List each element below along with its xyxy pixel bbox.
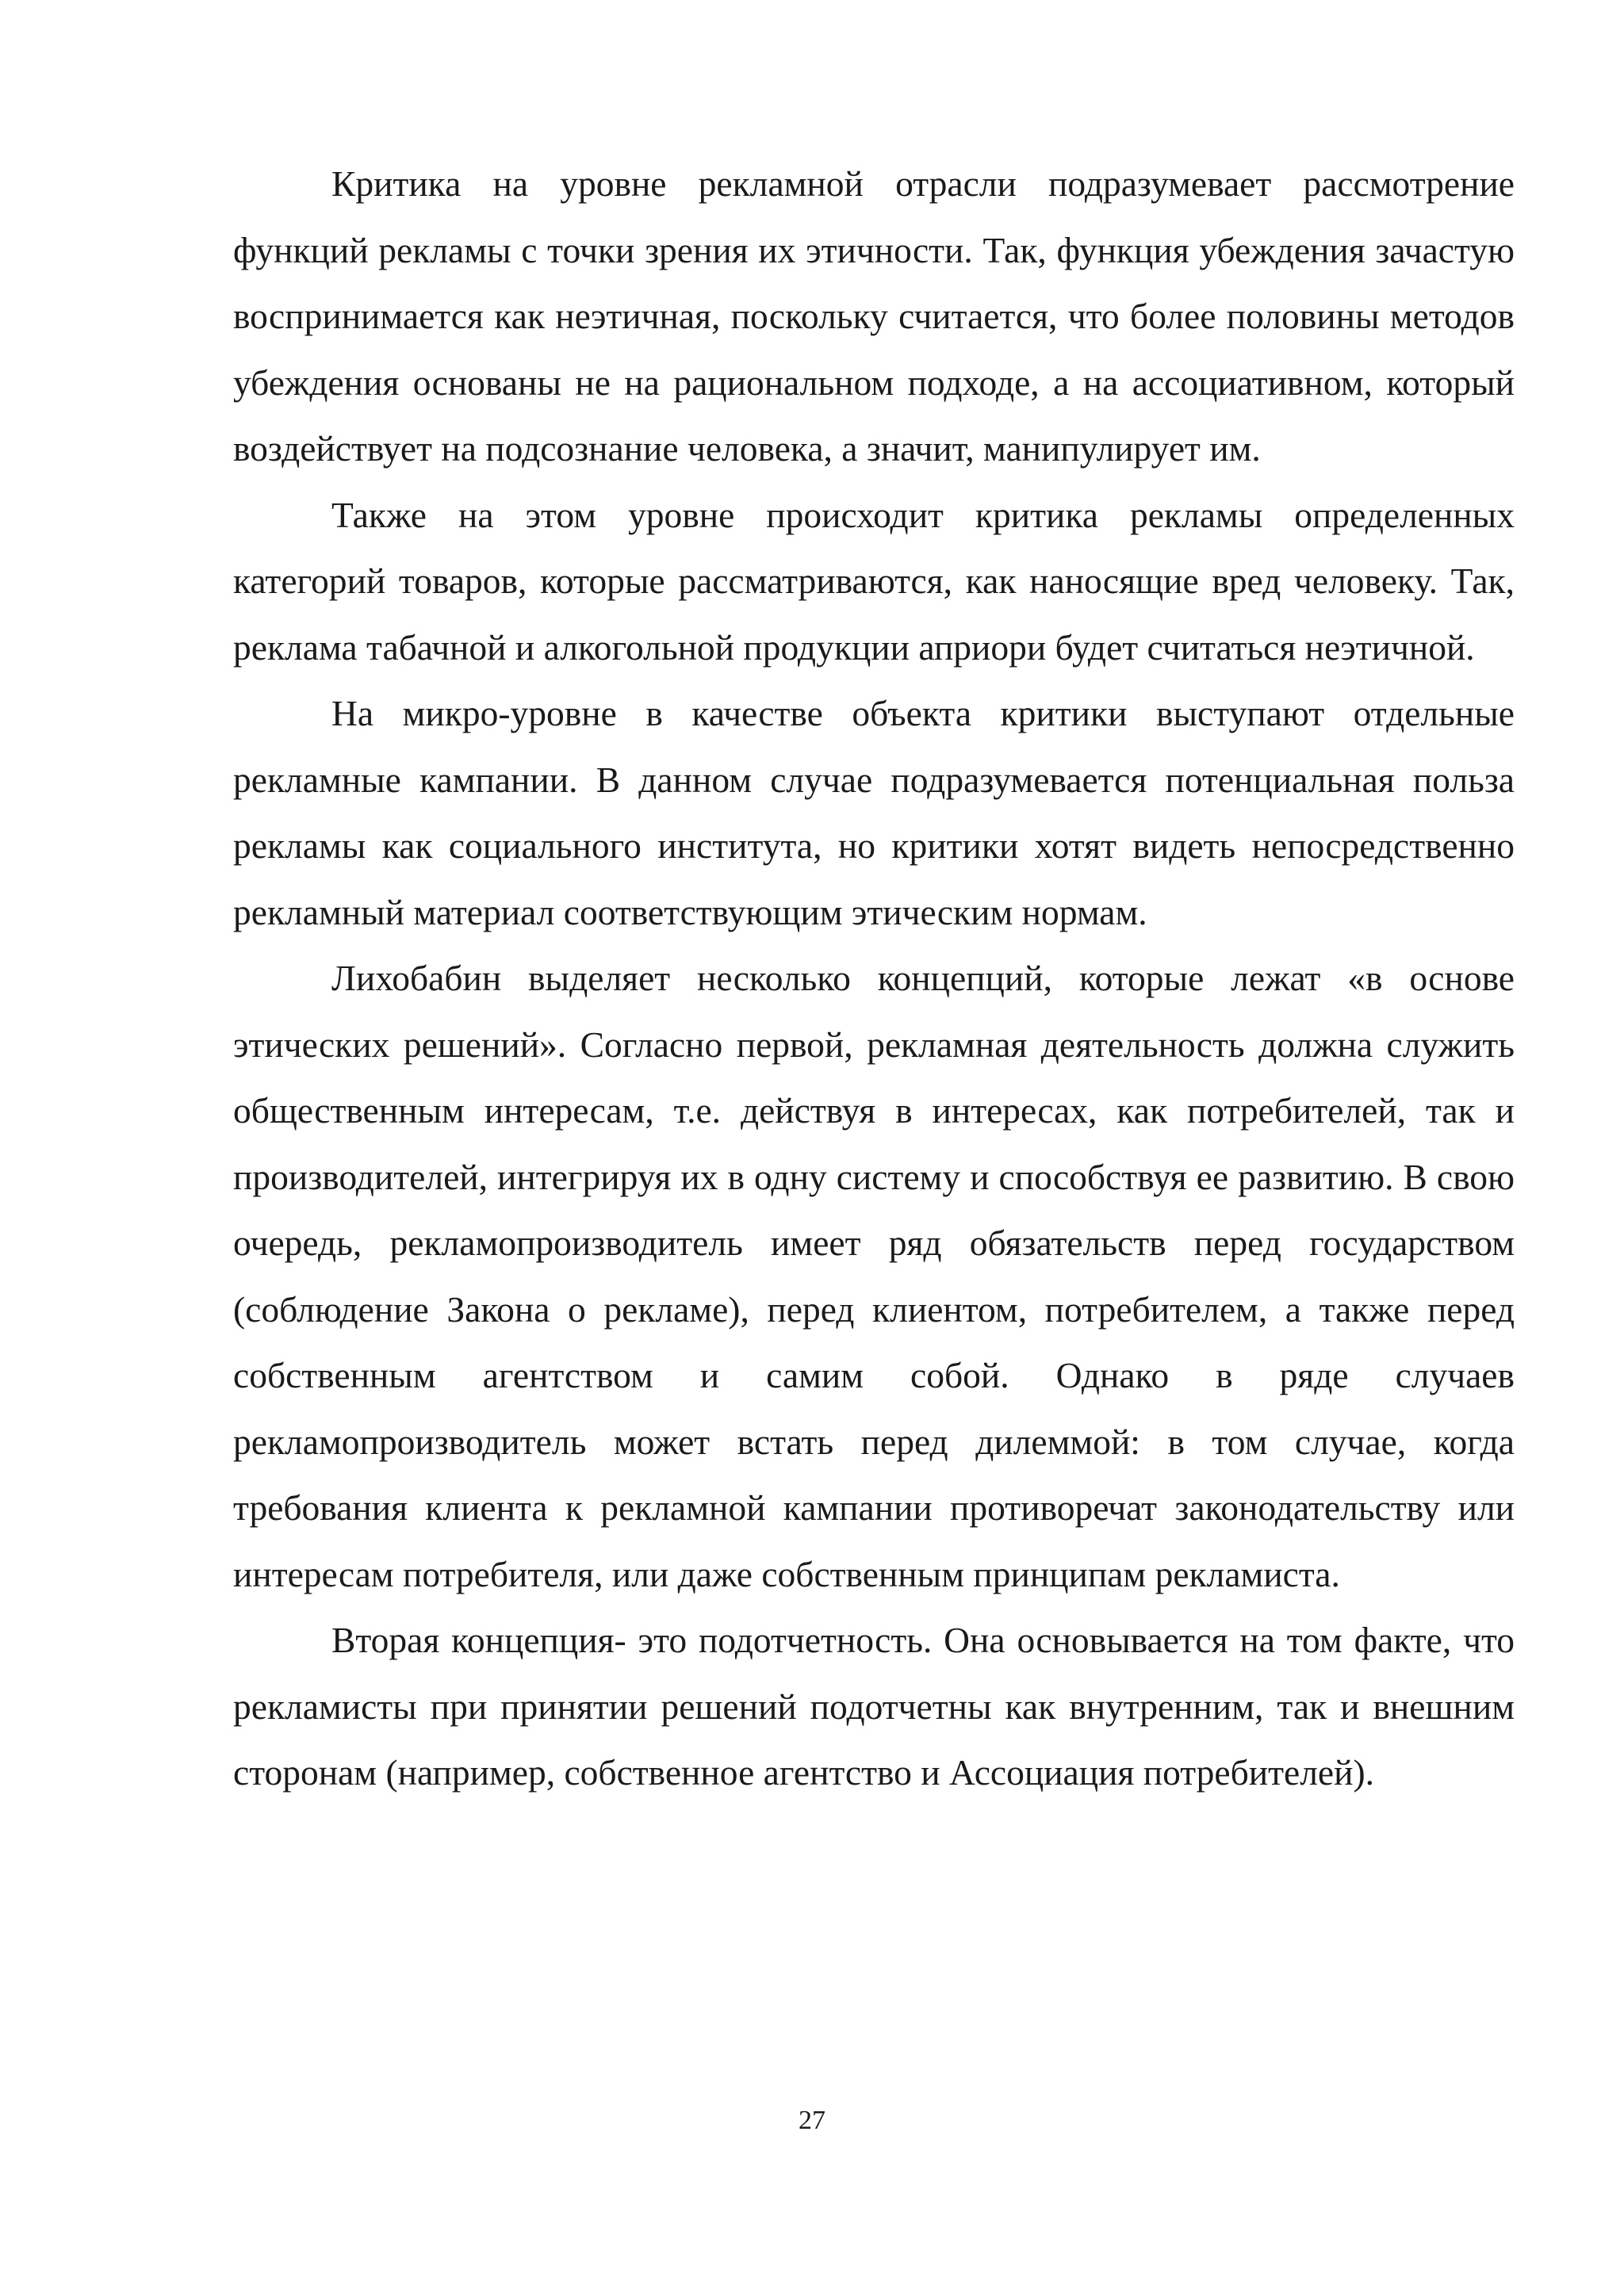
paragraph-5: Вторая концепция- это подотчетность. Она основывается на том факте, что рекламисты при принятии решений подотчетны как внутренним, так и внешним сторонам (например, собственное агентство и Ассоциация потребителей). [233, 1620, 1515, 1793]
paragraph-3: На микро-уровне в качестве объекта критики выступают отдельные рекламные кампании. В данном случае подразумевается потенциальная польза рекламы как социального института, но критики хотят видеть непосредственно рекламный материал соответствующим этическим нормам. [233, 693, 1515, 932]
paragraph-2: Также на этом уровне происходит критика рекламы определенных категорий товаров, которые рассматриваются, как наносящие вред человеку. Так, реклама табачной и алкогольной продукции априори будет считаться неэтичной. [233, 494, 1515, 668]
page-number: 27 [799, 2106, 825, 2135]
paragraph-1: Критика на уровне рекламной отрасли подразумевает рассмотрение функций рекламы с точки зрения их этичности. Так, функция убеждения зачастую воспринимается как неэтичная, поскольку считается, что более половины методов убеждения основаны не на рациональном подходе, а на ассоциативном, который воздействует на подсознание человека, а значит, манипулирует им. [233, 163, 1515, 469]
body-text [233, 151, 1515, 1806]
paragraph-4: Лихобабин выделяет несколько концепций, которые лежат «в основе этических решений». Согласно первой, рекламная деятельность должна служить общественным интересам, т.е. действуя в интересах, как потребителей, так и производителей, интегрируя их в одну систему и способствуя ее развитию. В свою очередь, рекламопроизводитель имеет ряд обязательств перед государством (соблюдение Закона о рекламе), перед клиентом, потребителем, а также перед собственным агентством и самим собой. Однако в ряде случаев рекламопроизводитель может встать перед дилеммой: в том случае, когда требования клиента к рекламной кампании противоречат законодательству или интересам потребителя, или даже собственным принципам рекламиста. [233, 958, 1515, 1594]
